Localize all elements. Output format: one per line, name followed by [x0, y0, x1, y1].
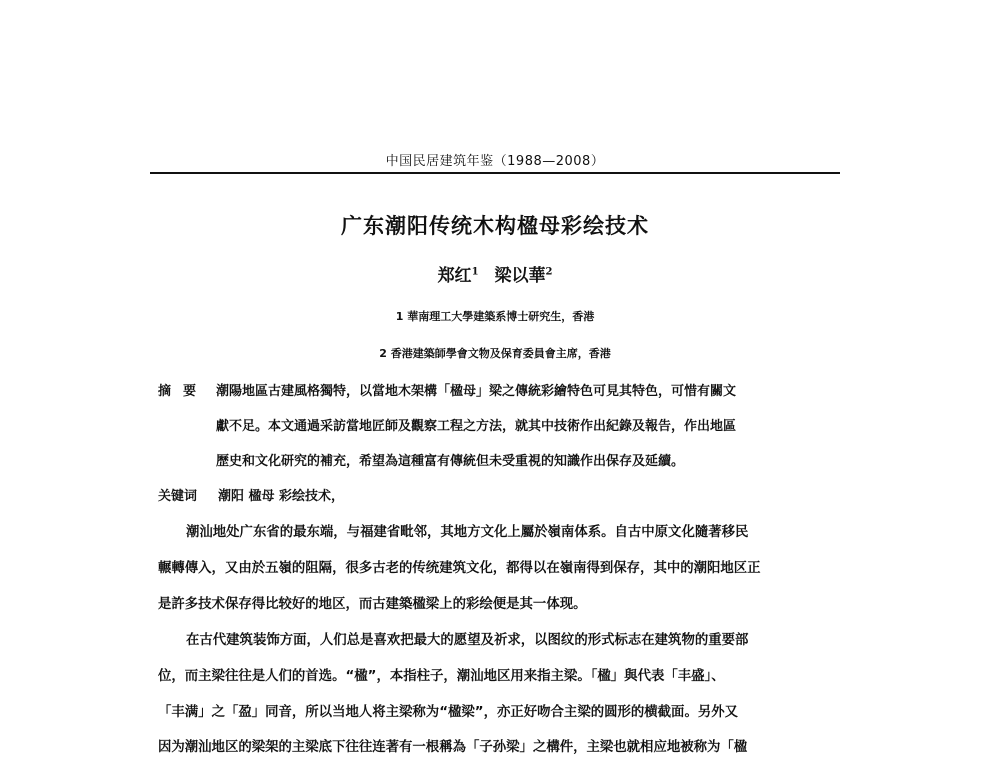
body-text-line: 潮汕地处广东省的最东端，与福建省毗邻，其地方文化上屬於嶺南体系。自古中原文化隨著移民	[186, 525, 749, 540]
keywords-value: 潮阳 楹母 彩绘技术，	[218, 489, 345, 504]
body-text-line: 在古代建筑装饰方面，人们总是喜欢把最大的愿望及祈求，以图纹的形式标志在建筑物的重要部	[186, 633, 749, 648]
running-head: 中国民居建筑年鉴（1988—2008）	[385, 154, 605, 169]
body-text-line: 是許多技术保存得比较好的地区，而古建築楹梁上的彩绘便是其一体现。	[158, 597, 587, 612]
affiliation: 2 香港建築師學會文物及保育委員會主席，香港	[379, 347, 611, 360]
body-text-line: 輾轉傳入，又由於五嶺的阻隔，很多古老的传统建筑文化，都得以在嶺南得到保存，其中的潮阳地区正	[158, 561, 761, 576]
abstract-line: 獻不足。本文通過采訪當地匠師及觀察工程之方法，就其中技術作出紀錄及報告，作出地區	[216, 419, 737, 434]
abstract-line: 歷史和文化研究的補充，希望為這種富有傳統但未受重視的知識作出保存及延續。	[216, 454, 685, 469]
body-text-line: 因为潮汕地区的梁架的主梁底下往往连著有一根稱為「子孙梁」之構件，主梁也就相应地被称为「楹	[158, 740, 748, 755]
author-mark: 1	[471, 266, 479, 278]
author-list	[150, 261, 840, 286]
abstract-label: 摘要	[158, 384, 209, 399]
author-mark: 2	[545, 266, 553, 278]
author-name: 梁以華	[494, 266, 546, 286]
header-rule	[150, 172, 840, 174]
author-name: 郑红	[437, 266, 472, 286]
affiliation: 1 華南理工大學建築系博士研究生，香港	[395, 310, 595, 323]
body-text-line: 「丰满」之「盈」同音，所以当地人将主梁称为“楹梁”，亦正好吻合主梁的圆形的横截面。另外又	[158, 705, 739, 720]
body-text-line: 位，而主梁往往是人们的首选。“楹”，本指柱子，潮汕地区用来指主梁。「楹」與代表「丰盛」、	[158, 669, 725, 684]
paper-title: 广东潮阳传统木构楹母彩绘技术	[341, 213, 649, 238]
abstract-line: 潮陽地區古建風格獨特，以當地木架構「楹母」梁之傳統彩繪特色可見其特色，可惜有關文	[216, 384, 737, 399]
keywords-label: 关键词	[158, 489, 198, 504]
